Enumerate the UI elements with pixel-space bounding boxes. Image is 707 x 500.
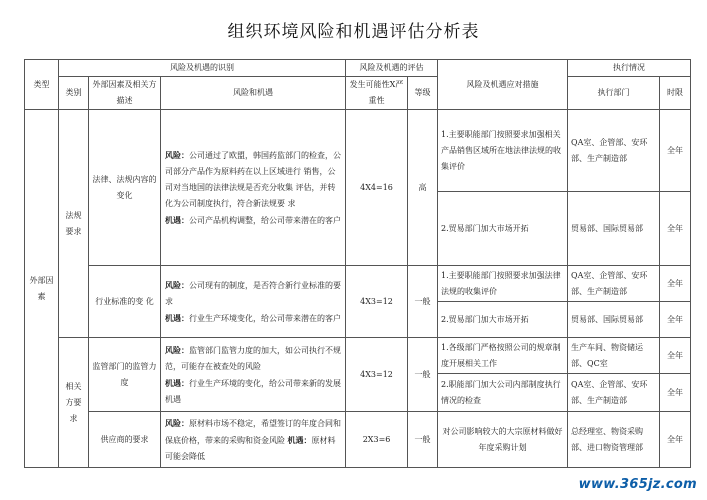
- department-cell: QA室、企管部、安环部、生产制造部: [568, 110, 660, 192]
- risk-label: 风险：: [165, 149, 189, 160]
- department-cell: QA室、企管部、安环部、生产制造部: [568, 374, 660, 412]
- measure-cell: 对公司影响较大的大宗原材料做好年度采购计划: [438, 412, 568, 468]
- factor-cell: 供应商的要求: [89, 412, 161, 468]
- opportunity-label: 机遇：: [165, 377, 189, 388]
- header-category: 类别: [59, 77, 89, 110]
- grade-cell: 一般: [408, 266, 438, 338]
- header-identification: 风险及机遇的识别: [59, 60, 346, 77]
- category-cell: 法规要求: [59, 110, 89, 338]
- opportunity-text: 行业生产环境的变化，给公司带来新的发展机遇: [165, 378, 341, 404]
- risk-text: 公司通过了欧盟，韩国药监部门的检查，公司部分产品作为原料药在以上区域进行 销售，公司对当地国的法律法规是否充分收集 评估，并转化为公司制度执行，符合新法规要 求: [165, 150, 341, 208]
- measure-cell: 2.职能部门加大公司内部制度执行情况的检查: [438, 374, 568, 412]
- opportunity-text: 原材料可能会降低: [165, 435, 336, 461]
- measure-cell: 2.贸易部门加大市场开拓: [438, 302, 568, 338]
- grade-cell: 一般: [408, 412, 438, 468]
- score-cell: 4X3=12: [346, 338, 408, 412]
- measure-cell: 1.主要职能部门按照要求加强法律法规的收集评价: [438, 266, 568, 302]
- header-executing-department: 执行部门: [568, 77, 660, 110]
- grade-cell: 高: [408, 110, 438, 266]
- header-row-1: [25, 60, 691, 77]
- header-grade: 等级: [408, 77, 438, 110]
- watermark: www.365jz.com: [578, 477, 697, 492]
- measure-cell: 1.主要职能部门按照要求加强相关产品销售区域所在地法律法规的收集评价: [438, 110, 568, 192]
- risk-assessment-table: [24, 59, 691, 468]
- header-execution: 执行情况: [568, 60, 691, 77]
- time-cell: 全年: [660, 192, 691, 266]
- header-possibility-severity: 发生可能性X严重性: [346, 77, 408, 110]
- factor-cell: 法律、法规内容的变化: [89, 110, 161, 266]
- header-time-limit: 时限: [660, 77, 691, 110]
- time-cell: 全年: [660, 110, 691, 192]
- risk-opportunity-cell: [161, 110, 346, 266]
- score-cell: 2X3=6: [346, 412, 408, 468]
- measure-cell: 2.贸易部门加大市场开拓: [438, 192, 568, 266]
- risk-text: 监管部门监管力度的加大，如公司执行不规范，可能存在被查处的风险: [165, 345, 341, 371]
- grade-cell: 一般: [408, 338, 438, 412]
- risk-text: 原材料市场不稳定，希望签订的年度合同和保底价格，带来的采购和资金风险: [165, 418, 341, 445]
- page-title: 组织环境风险和机遇评估分析表: [227, 22, 480, 42]
- score-cell: 4X4=16: [346, 110, 408, 266]
- type-cell: 外部因素: [25, 110, 59, 468]
- risk-label: 风险：: [165, 344, 189, 355]
- header-evaluation: 风险及机遇的评估: [346, 60, 438, 77]
- risk-text: 公司现有的制度，是否符合新行业标准的要求: [165, 280, 341, 306]
- score-cell: 4X3=12: [346, 266, 408, 338]
- category-cell: 相关方要求: [59, 338, 89, 468]
- risk-opportunity-cell: [161, 338, 346, 412]
- risk-label: 风险：: [165, 279, 189, 290]
- table-row: [25, 338, 691, 374]
- opportunity-label: 机遇：: [165, 312, 189, 323]
- department-cell: 总经理室、物资采购部、进口物资管理部: [568, 412, 660, 468]
- risk-label: 风险：: [165, 417, 189, 428]
- time-cell: 全年: [660, 338, 691, 374]
- department-cell: 贸易部、国际贸易部: [568, 192, 660, 266]
- table-row: [25, 110, 691, 192]
- measure-cell: 1.各级部门严格按照公司的规章制度开展相关工作: [438, 338, 568, 374]
- opportunity-label: 机遇：: [165, 214, 189, 225]
- factor-cell: 监管部门的监管力度: [89, 338, 161, 412]
- opportunity-label: 机遇：: [287, 434, 312, 445]
- header-external-factor: 外部因素及相关方描述: [89, 77, 161, 110]
- table-row: [25, 266, 691, 302]
- department-cell: 贸易部、国际贸易部: [568, 302, 660, 338]
- header-measures: 风险及机遇应对措施: [438, 60, 568, 110]
- time-cell: 全年: [660, 412, 691, 468]
- time-cell: 全年: [660, 266, 691, 302]
- risk-opportunity-cell: [161, 412, 346, 468]
- table-row: [25, 412, 691, 468]
- header-type: 类型: [25, 60, 59, 110]
- department-cell: QA室、企管部、安环部、生产制造部: [568, 266, 660, 302]
- opportunity-text: 行业生产环境变化，给公司带来潜在的客户: [189, 313, 341, 323]
- risk-opportunity-cell: [161, 266, 346, 338]
- opportunity-text: 公司产品机构调整，给公司带来潜在的客户: [189, 215, 341, 225]
- time-cell: 全年: [660, 302, 691, 338]
- time-cell: 全年: [660, 374, 691, 412]
- header-risk-opportunity: 风险和机遇: [161, 77, 346, 110]
- factor-cell: 行业标准的变 化: [89, 266, 161, 338]
- department-cell: 生产车间、物资储运部、QC室: [568, 338, 660, 374]
